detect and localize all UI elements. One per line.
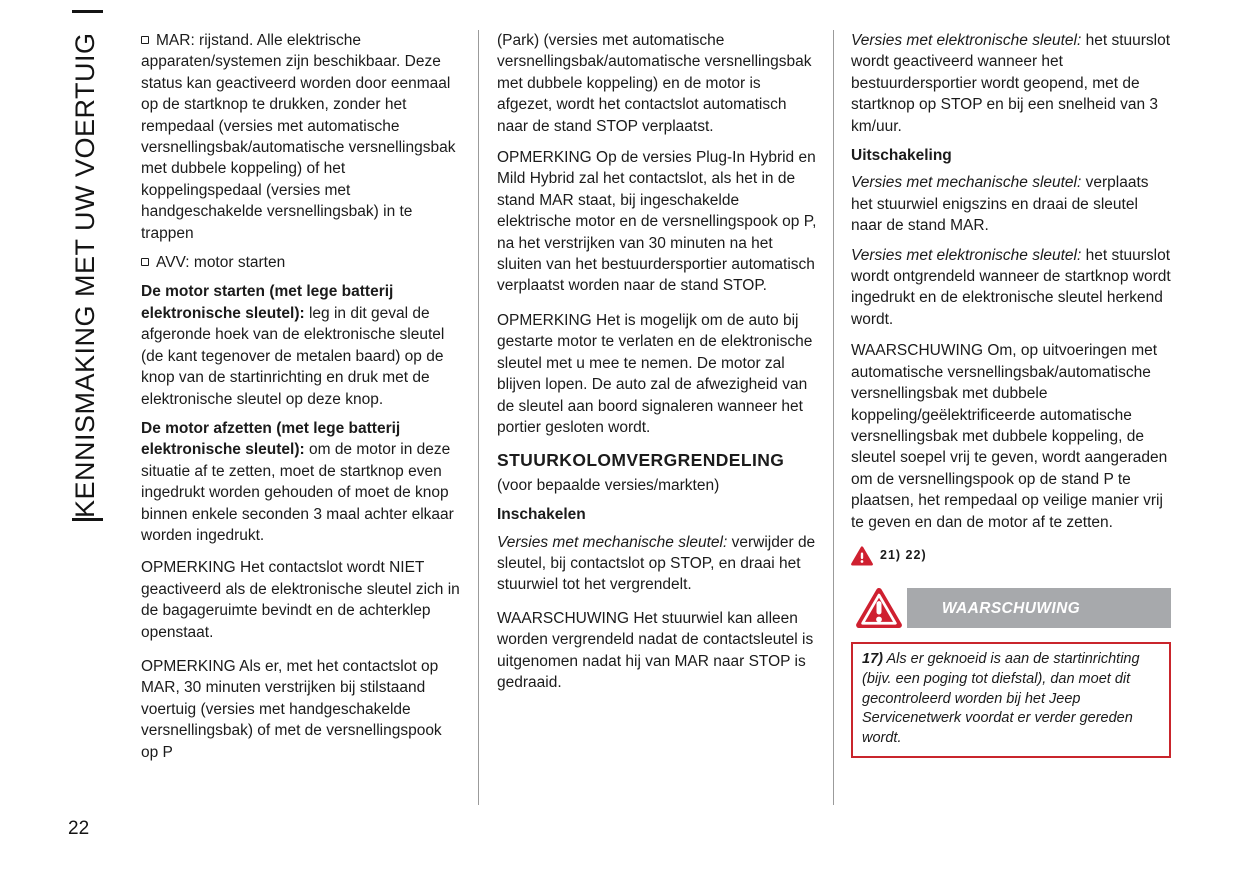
paragraph: (Park) (versies met automatische versnellingsbak/automatische versnellingsbak met dubbele koppeling) en de motor is afgezet, wordt het contactslot automatisch naar de stand STOP verplaatst.: [497, 32, 812, 135]
chapter-title-vertical: KENNISMAKING MET UW VOERTUIG: [70, 32, 100, 518]
paragraph-lead: De motor afzetten (met lege batterij elektronische sleutel):: [141, 419, 401, 459]
paragraph-mechanical-key: [497, 532, 817, 596]
column-1: [141, 30, 463, 771]
warning-paragraph: WAARSCHUWING Het stuurwiel kan alleen worden vergrendeld nadat de contactsleutel is uitgenomen nadat hij van MAR naar STOP is gedraaid.: [497, 609, 814, 691]
column-3: [851, 30, 1171, 758]
column-divider: [833, 30, 834, 805]
paragraph-start-engine: [141, 281, 463, 409]
paragraph-stop-engine: [141, 418, 463, 546]
bullet-item: [141, 252, 463, 273]
reference-callout: [851, 545, 1171, 566]
square-bullet-icon: [141, 36, 149, 44]
note-paragraph: OPMERKING Als er, met het contactslot op MAR, 30 minuten verstrijken bij stilstaand voertuig (versies met handgeschakelde versnellingsbak) of met de versnellingspook op P: [141, 657, 442, 761]
section-subtitle: (voor bepaalde versies/markten): [497, 476, 720, 494]
warning-paragraph: WAARSCHUWING Om, op uitvoeringen met automatische versnellingsbak/automatische versnellingsbak met dubbele koppeling/geëlektrificeerde automatische versnellingsbak met dubbele koppeling, de sleutel soepel vrij te geven, wordt aangeraden om de versnellingspook op de stand P te plaatsen, het rempedaal op veilige manier vrij te geven en dan de motor af te zetten.: [851, 342, 1168, 531]
reference-numbers: 21) 22): [880, 547, 927, 562]
paragraph-lead: Versies met elektronische sleutel:: [851, 32, 1082, 49]
bullet-text: AVV: motor starten: [156, 254, 286, 272]
paragraph-text: het stuurslot wordt geactiveerd wanneer het bestuurdersportier wordt geopend, met de startknop op STOP en bij een snelheid van 3 km/uur.: [851, 32, 1171, 135]
bullet-item: [141, 30, 463, 244]
warning-banner: [851, 588, 1171, 628]
paragraph-lead: Versies met elektronische sleutel:: [851, 246, 1082, 264]
paragraph-text: leg in dit geval de afgeronde hoek van de elektronische sleutel (de kant tegenover de metalen baard) op de knop van de startinrichting en druk met de elektronische sleutel op deze knop.: [141, 304, 445, 408]
caution-number: 17): [862, 651, 883, 668]
column-divider: [478, 30, 479, 805]
note-paragraph: OPMERKING Het contactslot wordt NIET geactiveerd als de elektronische sleutel zich in de bagageruimte bevindt en de achterklep openstaat.: [141, 559, 460, 641]
chapter-rule-top: [72, 10, 103, 13]
paragraph-lead: De motor starten (met lege batterij elektronische sleutel):: [141, 283, 394, 322]
page-number: 22: [68, 818, 90, 839]
paragraph-text: verplaats het stuurwiel enigszins en draai de sleutel naar de stand MAR.: [851, 174, 1149, 235]
note-paragraph: OPMERKING Het is mogelijk om de auto bij gestarte motor te verlaten en de elektronische sleutel met u mee te nemen. De motor zal blijven lopen. De auto zal de afwezigheid van de sleutel aan boord signaleren wanneer het portier gesloten wordt.: [497, 311, 813, 436]
paragraph-lead: Versies met mechanische sleutel:: [851, 174, 1082, 192]
bullet-text: MAR: rijstand. Alle elektrische apparaten/systemen zijn beschikbaar. Deze status kan geactiveerd worden door eenmaal op de startknop te drukken, zonder het rempedaal (versies met automatische versnellingsbak/automatische versnellingsbak met dubbele koppeling) of het koppelingspedaal (versies met handgeschakelde versnellingsbak) in te trappen: [141, 32, 456, 242]
paragraph-mechanical-key: [851, 172, 1171, 236]
note-paragraph: OPMERKING Op de versies Plug-In Hybrid en Mild Hybrid zal het contactslot, als het in de stand MAR staat, bij ingeschakelde elektrische motor en de versnellingspook op P, na het verstrijken van 30 minuten na het sluiten van het bestuurdersportier automatisch verplaatst worden naar de stand STOP.: [497, 149, 817, 295]
paragraph-text: verwijder de sleutel, bij contactslot op STOP, en draai het stuurwiel tot het vergrendelt.: [497, 533, 816, 594]
column-2: [497, 30, 817, 701]
paragraph-electronic-key: [851, 30, 1171, 137]
sub-heading: Uitschakeling: [851, 147, 952, 165]
warning-triangle-icon: [851, 546, 873, 566]
section-heading: STUURKOLOMVERGRENDELING: [497, 450, 785, 471]
square-bullet-icon: [141, 258, 149, 266]
caution-box: [851, 642, 1171, 758]
warning-triangle-icon: [851, 579, 907, 637]
warning-banner-title: WAARSCHUWING: [941, 599, 1081, 617]
sub-heading: Inschakelen: [497, 506, 586, 524]
chapter-rule-bottom: [72, 518, 103, 521]
paragraph-electronic-key: [851, 245, 1171, 331]
paragraph-text: het stuurslot wordt ontgrendeld wanneer de startknop wordt ingedrukt en de elektronische sleutel herkend wordt.: [851, 246, 1171, 328]
paragraph-lead: Versies met mechanische sleutel:: [497, 533, 728, 551]
caution-text: Als er geknoeid is aan de startinrichting (bijv. een poging tot diefstal), dan moet dit gecontroleerd worden bij het Jeep Servicenetwerk voordat er verder gereden wordt.: [862, 651, 1140, 746]
paragraph-text: om de motor in deze situatie af te zetten, moet de startknop even ingedrukt worden gehouden of moet de knop binnen enkele seconden 3 maal achter elkaar worden ingedrukt.: [141, 441, 454, 544]
